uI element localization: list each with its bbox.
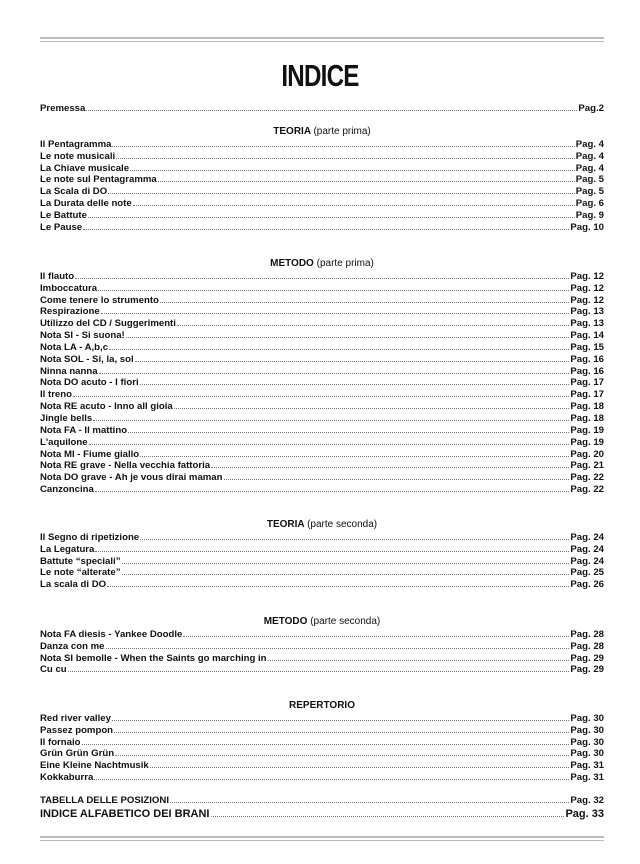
dot-leader xyxy=(83,229,569,230)
toc-page: Pag. 26 xyxy=(570,579,604,591)
section-teoria-1 xyxy=(40,125,604,233)
dot-leader xyxy=(174,408,570,409)
toc-row[interactable] xyxy=(40,102,604,114)
toc-label: Nota RE grave - Nella vecchia fattoria xyxy=(40,460,211,472)
section-heading xyxy=(40,518,604,531)
toc-page: Pag. 9 xyxy=(575,209,604,221)
toc-row[interactable] xyxy=(40,531,604,543)
toc-row[interactable] xyxy=(40,353,604,365)
toc-row[interactable] xyxy=(40,578,604,590)
toc-page: Pag. 32 xyxy=(570,794,604,806)
toc-page: Pag. 13 xyxy=(570,306,604,318)
toc-page: Pag. 10 xyxy=(570,221,604,233)
dot-leader xyxy=(108,193,575,194)
toc-page: Pag. 22 xyxy=(570,472,604,484)
section-heading xyxy=(40,699,604,712)
toc-label: Nota DO acuto - I fiori xyxy=(40,377,139,389)
toc-page: Pag. 5 xyxy=(575,186,604,198)
toc-row[interactable] xyxy=(40,736,604,748)
dot-leader xyxy=(130,170,575,171)
toc-page: Pag. 22 xyxy=(570,484,604,496)
toc-page: Pag. 18 xyxy=(570,401,604,413)
toc-row[interactable] xyxy=(40,448,604,460)
toc-row[interactable] xyxy=(40,185,604,197)
toc-page: Pag. 30 xyxy=(570,748,604,760)
toc-row[interactable] xyxy=(40,197,604,209)
final-entries xyxy=(40,794,604,820)
toc-label: Danza con me xyxy=(40,640,105,652)
toc-row[interactable] xyxy=(40,162,604,174)
toc-page: Pag. 4 xyxy=(575,162,604,174)
section-heading xyxy=(40,257,604,270)
toc-label: Utilizzo del CD / Suggerimenti xyxy=(40,318,176,330)
dot-leader xyxy=(106,648,570,649)
toc-row[interactable] xyxy=(40,377,604,389)
toc-label: L'aquilone xyxy=(40,436,88,448)
dot-leader xyxy=(211,467,569,468)
toc-page: Pag. 31 xyxy=(570,772,604,784)
toc-row[interactable] xyxy=(40,724,604,736)
dot-leader xyxy=(122,563,570,564)
section-teoria-2 xyxy=(40,518,604,590)
toc-row[interactable] xyxy=(40,436,604,448)
section-metodo-1 xyxy=(40,257,604,495)
toc-label: Ninna nanna xyxy=(40,365,98,377)
toc-page: Pag. 21 xyxy=(570,460,604,472)
toc-label: La Scala di DO xyxy=(40,186,108,198)
page-title: INDICE xyxy=(281,58,359,93)
section-heading xyxy=(40,615,604,628)
toc-page: Pag. 29 xyxy=(570,664,604,676)
toc-row[interactable] xyxy=(40,628,604,640)
toc-label: Canzoncina xyxy=(40,484,94,496)
toc-page: Pag. 17 xyxy=(570,377,604,389)
dot-leader xyxy=(115,755,569,756)
toc-page: Pag. 18 xyxy=(570,412,604,424)
toc-row[interactable] xyxy=(40,471,604,483)
toc-row[interactable] xyxy=(40,306,604,318)
toc-row[interactable] xyxy=(40,400,604,412)
section-title: REPERTORIO xyxy=(289,700,355,711)
toc-row[interactable] xyxy=(40,294,604,306)
toc-page: Pag. 12 xyxy=(570,270,604,282)
toc-label: Jingle bells xyxy=(40,412,93,424)
toc-label: Le note “alterate” xyxy=(40,567,121,579)
toc-page: Pag. 24 xyxy=(570,531,604,543)
toc-row[interactable] xyxy=(40,221,604,233)
toc-label: Kokkaburra xyxy=(40,772,94,784)
dot-leader xyxy=(126,337,570,338)
toc-row[interactable] xyxy=(40,483,604,495)
toc-page: Pag. 14 xyxy=(570,330,604,342)
toc-page: Pag. 4 xyxy=(575,150,604,162)
dot-leader xyxy=(116,158,575,159)
toc-label: Nota MI - Fiume giallo xyxy=(40,448,140,460)
toc-row[interactable] xyxy=(40,388,604,400)
toc-page: Pag. 20 xyxy=(570,448,604,460)
section-title: TEORIA xyxy=(273,126,311,137)
toc-row[interactable] xyxy=(40,138,604,150)
toc-label: Le note musicali xyxy=(40,150,116,162)
toc-label: Il treno xyxy=(40,389,72,401)
toc-label: Il Pentagramma xyxy=(40,138,112,150)
toc-label: Nota SI - Si suona! xyxy=(40,330,125,342)
dot-leader xyxy=(73,396,569,397)
toc-label: Nota LA - A,b,c xyxy=(40,341,109,353)
toc-label: Eine Kleine Nachtmusik xyxy=(40,760,149,772)
toc-row[interactable] xyxy=(40,317,604,329)
toc-label: Nota DO grave - Ah je vous dirai maman xyxy=(40,472,223,484)
toc-row[interactable] xyxy=(40,543,604,555)
dot-leader xyxy=(170,802,569,803)
section-subtitle: (parte seconda) xyxy=(310,616,381,627)
section-metodo-2 xyxy=(40,615,604,675)
dot-leader xyxy=(122,574,570,575)
dot-leader xyxy=(160,302,570,303)
toc-row[interactable] xyxy=(40,794,604,806)
dot-leader xyxy=(177,325,569,326)
toc-row[interactable] xyxy=(40,341,604,353)
toc-row[interactable] xyxy=(40,652,604,664)
toc-page: Pag. 17 xyxy=(570,389,604,401)
dot-leader xyxy=(112,720,569,721)
toc-row[interactable] xyxy=(40,282,604,294)
toc-label: Premessa xyxy=(40,102,86,114)
dot-leader xyxy=(68,671,570,672)
toc-page: Pag.2 xyxy=(578,102,604,114)
premessa-entry xyxy=(40,102,604,114)
toc-row[interactable] xyxy=(40,365,604,377)
toc-page: Pag. 25 xyxy=(570,567,604,579)
toc-label: TABELLA DELLE POSIZIONI xyxy=(40,794,169,806)
toc-row[interactable] xyxy=(40,771,604,783)
dot-leader xyxy=(89,444,570,445)
dot-leader xyxy=(183,636,569,637)
toc-page: Pag. 24 xyxy=(570,543,604,555)
toc-page: Pag. 30 xyxy=(570,712,604,724)
dot-leader xyxy=(140,539,569,540)
dot-leader xyxy=(114,732,569,733)
toc-label: Nota SI bemolle - When the Saints go marching in xyxy=(40,652,267,664)
toc-label: Le Battute xyxy=(40,209,87,221)
bottom-rule xyxy=(40,836,604,841)
toc-label: Il Segno di ripetizione xyxy=(40,531,140,543)
toc-page: Pag. 29 xyxy=(570,652,604,664)
section-subtitle: (parte seconda) xyxy=(307,519,378,530)
dot-leader xyxy=(82,744,570,745)
dot-leader xyxy=(135,361,570,362)
toc-label: Nota FA - Il mattino xyxy=(40,424,128,436)
section-title: METODO xyxy=(270,258,314,269)
dot-leader xyxy=(107,586,569,587)
toc-row[interactable] xyxy=(40,555,604,567)
toc-row[interactable] xyxy=(40,150,604,162)
toc-page: Pag. 5 xyxy=(575,174,604,186)
toc-label: Respirazione xyxy=(40,306,100,318)
toc-label: La Legatura xyxy=(40,543,95,555)
toc-row[interactable] xyxy=(40,712,604,724)
toc-page: Pag. 19 xyxy=(570,424,604,436)
toc-row[interactable] xyxy=(40,412,604,424)
dot-leader xyxy=(101,313,570,314)
dot-leader xyxy=(109,349,569,350)
toc-row[interactable] xyxy=(40,759,604,771)
toc-page: Pag. 16 xyxy=(570,365,604,377)
toc-row[interactable] xyxy=(40,174,604,186)
toc-row[interactable] xyxy=(40,567,604,579)
toc-page: Pag. 4 xyxy=(575,138,604,150)
toc-label: Come tenere lo strumento xyxy=(40,294,159,306)
toc-page: Pag. 15 xyxy=(570,341,604,353)
toc-page: Pag. 12 xyxy=(570,294,604,306)
toc-label: Le Pause xyxy=(40,221,83,233)
toc-label: Passez pompon xyxy=(40,724,114,736)
toc-label: Nota FA diesis - Yankee Doodle xyxy=(40,628,183,640)
toc-row[interactable] xyxy=(40,424,604,436)
dot-leader xyxy=(150,767,570,768)
dot-leader xyxy=(86,110,577,111)
toc-page: Pag. 12 xyxy=(570,282,604,294)
dot-leader xyxy=(133,205,575,206)
toc-page: Pag. 31 xyxy=(570,760,604,772)
toc-label: La Chiave musicale xyxy=(40,162,130,174)
toc-row[interactable] xyxy=(40,460,604,472)
dot-leader xyxy=(140,456,569,457)
toc-page: Pag. 28 xyxy=(570,640,604,652)
toc-label: Grün Grün Grün xyxy=(40,748,115,760)
toc-page: Pag. 6 xyxy=(575,198,604,210)
toc-row[interactable] xyxy=(40,664,604,676)
toc-row[interactable] xyxy=(40,640,604,652)
dot-leader xyxy=(112,146,574,147)
section-title: TEORIA xyxy=(266,519,305,530)
dot-leader xyxy=(93,420,569,421)
toc-label: Il flauto xyxy=(40,270,75,282)
toc-page: Pag. 19 xyxy=(570,436,604,448)
toc-row[interactable] xyxy=(40,329,604,341)
dot-leader xyxy=(158,181,575,182)
toc-label: Nota RE acuto - Inno all gioia xyxy=(40,401,173,413)
toc-label: Le note sul Pentagramma xyxy=(40,174,157,186)
section-subtitle: (parte prima) xyxy=(316,258,374,269)
toc-row[interactable] xyxy=(40,270,604,282)
section-heading xyxy=(40,125,604,138)
toc-page: Pag. 33 xyxy=(565,807,604,820)
dot-leader xyxy=(128,432,569,433)
toc-page: Pag. 30 xyxy=(570,724,604,736)
dot-leader xyxy=(211,816,565,817)
toc-label: Battute “speciali” xyxy=(40,555,121,567)
toc-label: Cu cu xyxy=(40,664,67,676)
dot-leader xyxy=(224,479,570,480)
toc-label: Imboccatura xyxy=(40,282,98,294)
dot-leader xyxy=(99,373,570,374)
toc-page: Pag. 28 xyxy=(570,628,604,640)
toc-label: Il fornaio xyxy=(40,736,81,748)
top-rule xyxy=(40,37,604,42)
dot-leader xyxy=(94,779,569,780)
dot-leader xyxy=(75,278,569,279)
toc-label: La Durata delle note xyxy=(40,198,132,210)
toc-row[interactable] xyxy=(40,209,604,221)
section-repertorio xyxy=(40,699,604,783)
toc-label: La scala di DO xyxy=(40,579,107,591)
toc-label: Nota SOL - Si, la, sol xyxy=(40,353,134,365)
toc-row[interactable] xyxy=(40,806,604,820)
section-subtitle: (parte prima) xyxy=(313,126,371,137)
toc-page: Pag. 24 xyxy=(570,555,604,567)
dot-leader xyxy=(88,217,575,218)
toc-label: Red river valley xyxy=(40,712,111,724)
section-title: METODO xyxy=(263,616,308,627)
dot-leader xyxy=(268,660,570,661)
toc-page: Pag. 13 xyxy=(570,318,604,330)
toc-page: Pag. 16 xyxy=(570,353,604,365)
toc-page: Pag. 30 xyxy=(570,736,604,748)
dot-leader xyxy=(95,491,570,492)
toc-label: INDICE ALFABETICO DEI BRANI xyxy=(40,807,210,820)
dot-leader xyxy=(98,290,569,291)
toc-row[interactable] xyxy=(40,748,604,760)
dot-leader xyxy=(140,384,570,385)
dot-leader xyxy=(95,551,569,552)
